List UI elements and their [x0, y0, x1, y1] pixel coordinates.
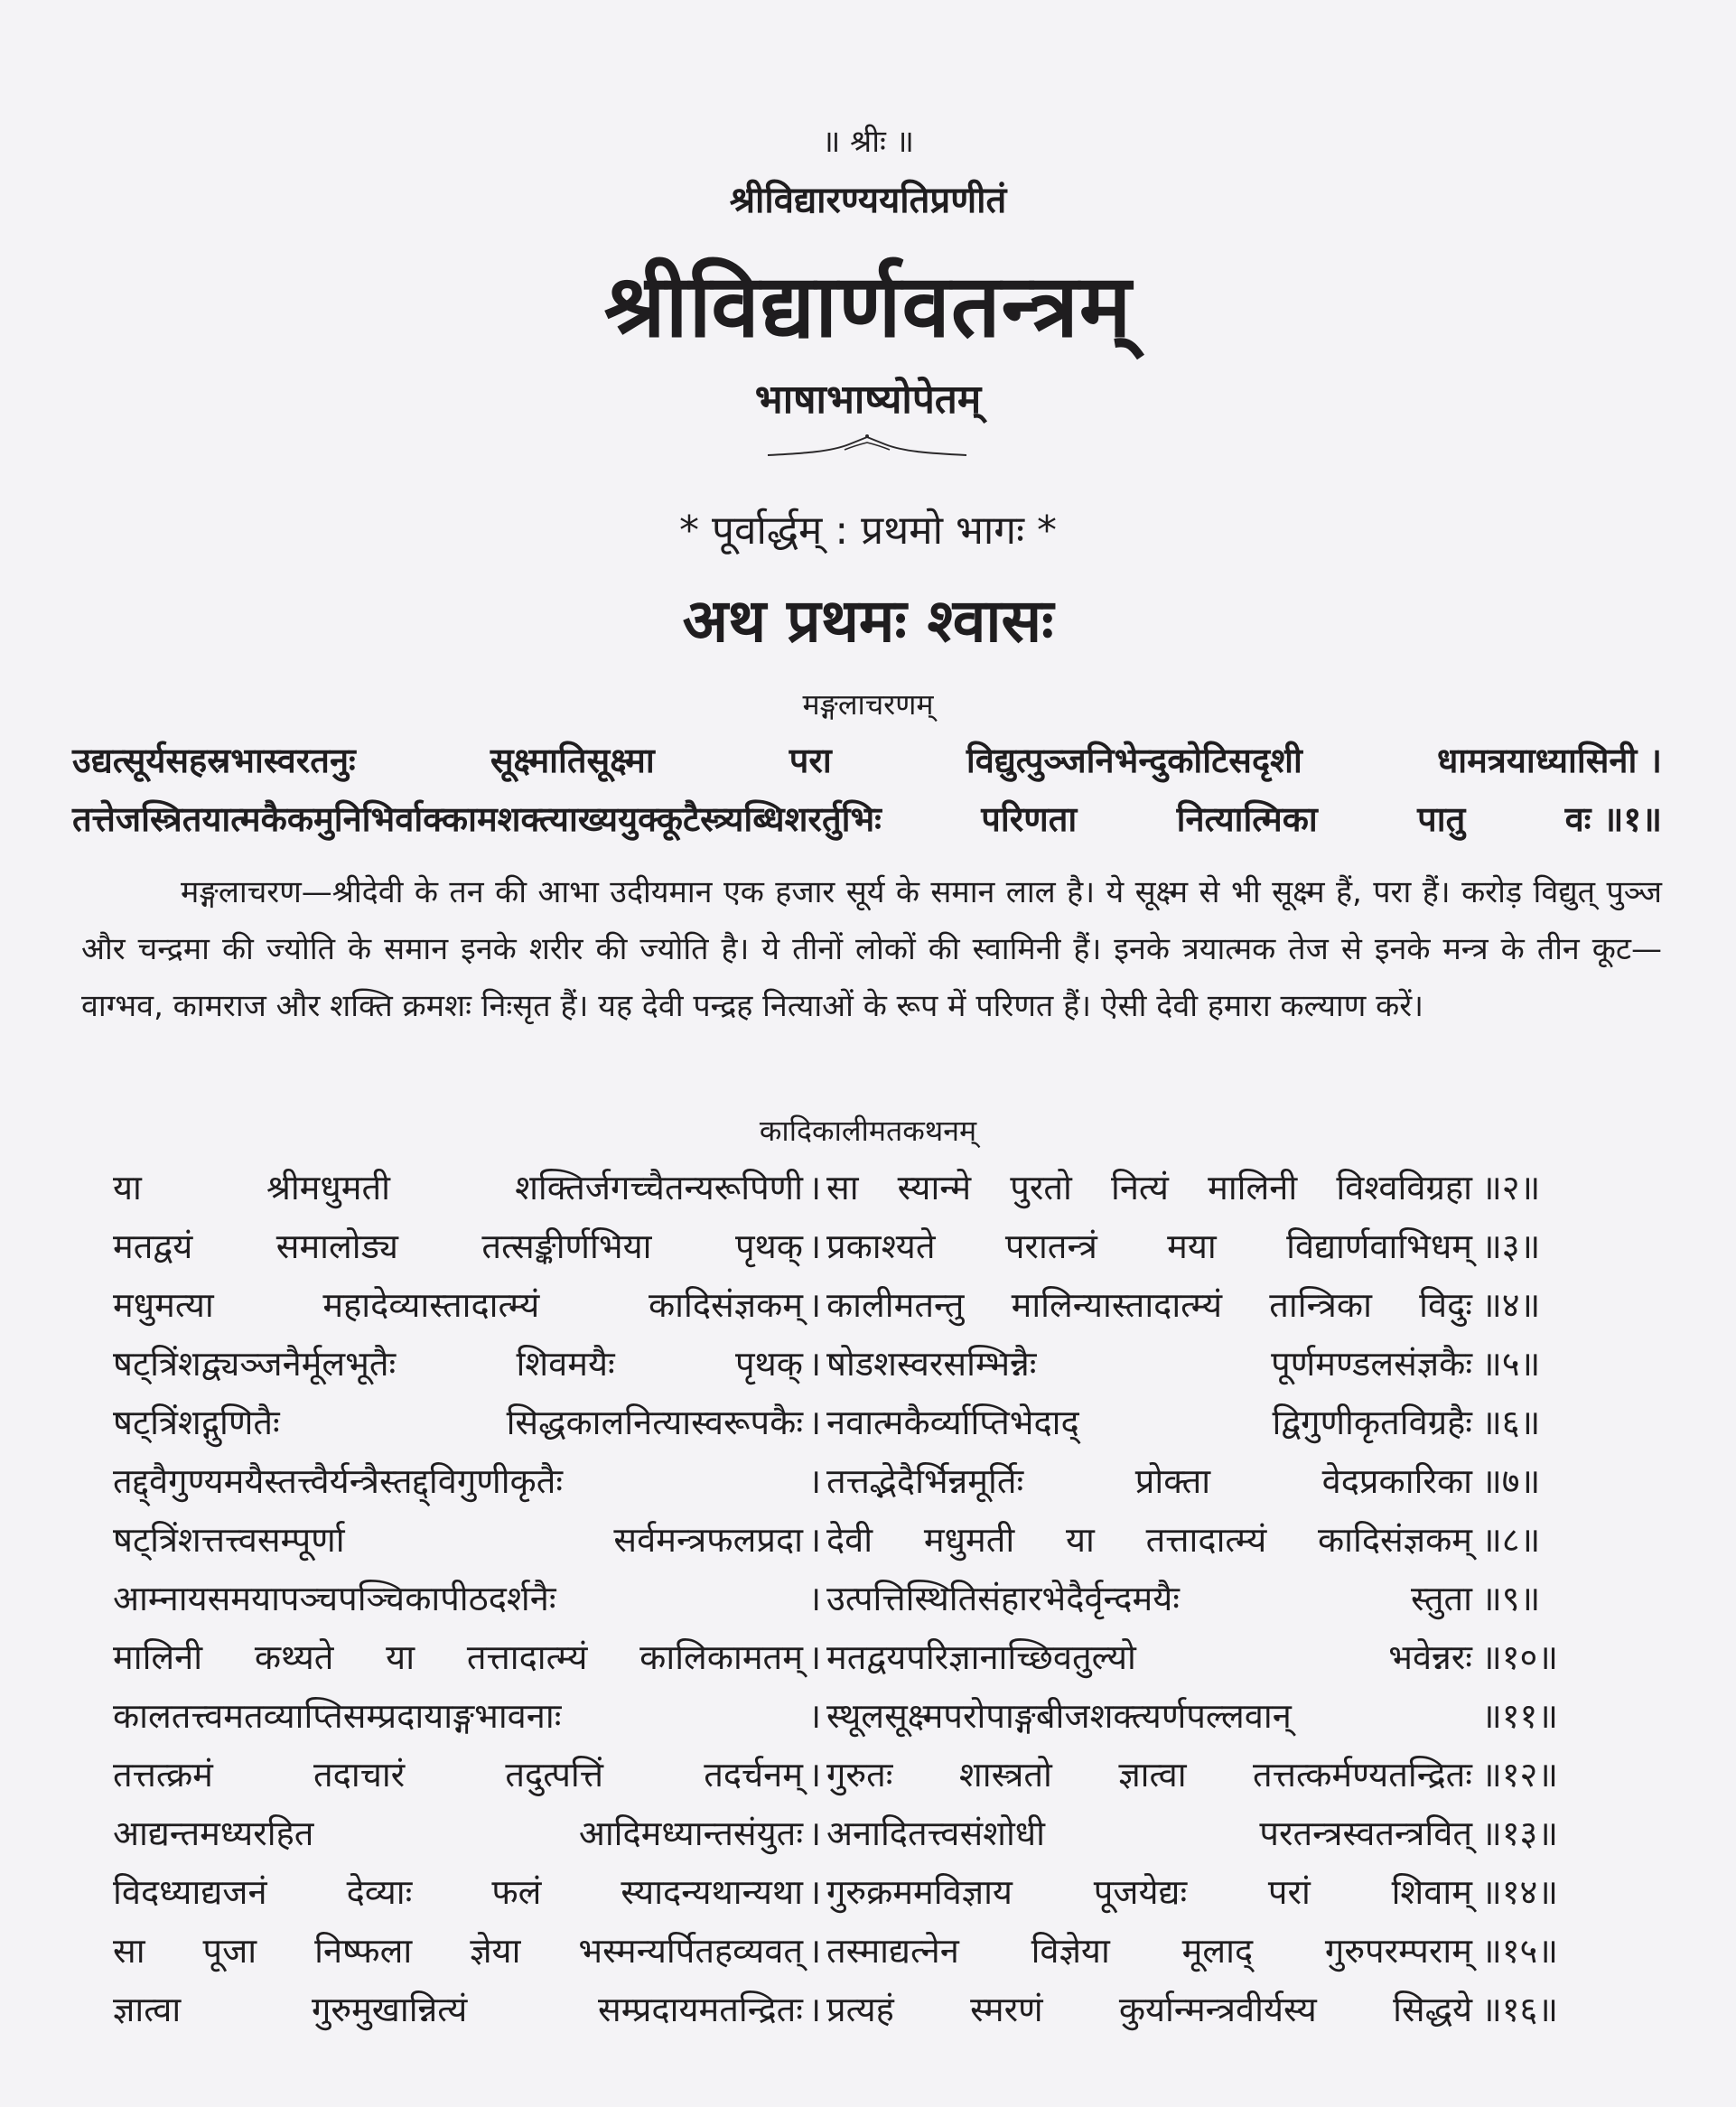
verse-word: तदर्चनम् [704, 1755, 803, 1795]
verse-word: कालिकामतम् [639, 1637, 803, 1677]
verse-first-half [113, 1515, 803, 1562]
verse-row [113, 1750, 1581, 1809]
verse-word: या [113, 1168, 142, 1207]
verse-word: तान्त्रिका [1269, 1285, 1372, 1325]
verse-number: ॥१४॥ [1481, 1872, 1559, 1912]
verse-row [113, 1222, 1581, 1281]
verse-first-half [113, 1281, 803, 1328]
verse-second-half [826, 1985, 1472, 2032]
verse-row [113, 1692, 1581, 1750]
verse-word: उत्पत्तिस्थितिसंहारभेदैर्वृन्दमयैः [826, 1579, 1180, 1618]
verse-word: फलं [491, 1872, 542, 1912]
verse-second-half [826, 1222, 1472, 1269]
verse-word: देवी [826, 1520, 873, 1560]
verse-number: ॥१३॥ [1481, 1813, 1559, 1853]
verse-word: तस्माद्यत्नेन [826, 1931, 959, 1971]
verse-word: मधुमती [923, 1520, 1015, 1560]
verse-word: मधुमत्या [113, 1285, 214, 1325]
verse-word: मूलाद् [1181, 1931, 1254, 1971]
verse-number: ॥३॥ [1481, 1226, 1541, 1266]
verse-word: सर्वमन्त्रफलप्रदा [613, 1520, 803, 1560]
verse-word: समालोड्य [275, 1226, 398, 1266]
verse-word: तद्द्वैगुण्यमयैस्तत्त्वैर्यन्त्रैस्तद्द्विगुणीकृतैः [113, 1461, 564, 1501]
verse-second-half [826, 1457, 1472, 1504]
verse-second-half [826, 1163, 1472, 1210]
verse-word: स्यादन्यथान्यथा [621, 1872, 803, 1912]
verse-first-half [113, 1809, 803, 1856]
verse-first-half [113, 1163, 803, 1210]
verse-word: मतद्वयं [113, 1226, 193, 1266]
verse-word: प्रोक्ता [1134, 1461, 1211, 1501]
verse-second-half [826, 1339, 1472, 1386]
chapter-heading: अथ प्रथमः श्वासः [682, 586, 1054, 656]
verse-first-half [113, 1457, 803, 1504]
verse-line [72, 795, 1662, 842]
verse-second-half [826, 1574, 1472, 1621]
verse-first-half [113, 1692, 803, 1739]
verse-word: नित्यात्मिका [1176, 799, 1318, 839]
verse-word: विद्यार्णवाभिधम् [1286, 1226, 1472, 1266]
verse-number: ॥१२॥ [1481, 1755, 1559, 1795]
verse-first-half [113, 1633, 803, 1680]
verse-number: ॥१५॥ [1481, 1931, 1559, 1971]
verse-word: परा [789, 741, 832, 780]
verse-word: या [1065, 1520, 1095, 1560]
verse-list [113, 1163, 1581, 2044]
verse-row [113, 1339, 1581, 1398]
verse-number: ॥५॥ [1481, 1344, 1541, 1384]
verse-word: तत्तत्कर्मण्यतन्द्रितः [1253, 1755, 1472, 1795]
verse-word: तत्तादात्म्यं [1145, 1520, 1267, 1560]
verse-word: निष्फला [314, 1931, 413, 1971]
verse-word: वः ॥१॥ [1564, 799, 1662, 839]
verse-word: कुर्यान्मन्त्रवीर्यस्य [1118, 1990, 1317, 2029]
verse-number: ॥६॥ [1481, 1403, 1541, 1442]
verse-first-half [113, 1868, 803, 1915]
verse-word: स्यान्मे [897, 1168, 972, 1207]
verse-word: विदुः [1419, 1285, 1472, 1325]
danda-separator: । [807, 1168, 822, 1207]
verse-second-half [826, 1926, 1472, 1973]
verse-second-half [826, 1868, 1472, 1915]
verse-word: सम्प्रदायमतन्द्रितः [598, 1990, 803, 2029]
verse-word: सा [113, 1931, 145, 1971]
verse-word: विद्युत्पुञ्जनिभेन्दुकोटिसदृशी [966, 741, 1302, 780]
danda-separator: । [807, 1520, 822, 1560]
verse-row [113, 1985, 1581, 2044]
verse-number: ॥२॥ [1481, 1168, 1541, 1207]
verse-word: कालीमतन्तु [826, 1285, 965, 1325]
subtitle: भाषाभाष्योपेतम् [754, 377, 982, 423]
verse-word: मालिनी [1208, 1168, 1298, 1207]
verse-word: तत्तेजस्त्रितयात्मकैकमुनिभिर्वाक्कामशक्त्याख्ययुक्कूटैस्त्र्यब्धिशरर्तुभिः [72, 799, 882, 839]
danda-separator: । [807, 1461, 822, 1501]
verse-word: सूक्ष्मातिसूक्ष्मा [490, 741, 655, 780]
verse-word: पृथक् [734, 1226, 803, 1266]
verse-word: परिणता [981, 799, 1078, 839]
verse-word: पुरतो [1010, 1168, 1072, 1207]
verse-word: धामत्रयाध्यासिनी । [1436, 741, 1662, 780]
verse-word: आद्यन्तमध्यरहित [113, 1813, 314, 1853]
verse-first-half [113, 1985, 803, 2032]
verse-row [113, 1457, 1581, 1515]
verse-word: आदिमध्यान्तसंयुतः [578, 1813, 803, 1853]
verse-word: परातन्त्रं [1004, 1226, 1097, 1266]
verse-word: नित्यं [1110, 1168, 1169, 1207]
danda-separator: । [807, 1990, 822, 2029]
verse-number: ॥११॥ [1481, 1696, 1559, 1736]
verse-first-half [113, 1574, 803, 1621]
verse-word: आम्नायसमयापञ्चपञ्चिकापीठदर्शनैः [113, 1579, 556, 1618]
commentary-paragraph: मङ्गलाचरण—श्रीदेवी के तन की आभा उदीयमान एक हजार सूर्य के समान लाल है। ये सूक्ष्म से भी सूक्ष्म हैं, परा हैं। करोड़ विद्युत् पुञ्ज और चन्द्रमा की ज्योति के समान इनके शरीर की ज्योति है। ये तीनों लोकों की स्वामिनी हैं। इनके त्रयात्मक तेज से इनके मन्त्र के तीन कूट—वाग्भव, कामराज और शक्ति क्रमशः निःसृत हैं। यह देवी पन्द्रह नित्याओं के रूप में परिणत हैं। ऐसी देवी हमारा कल्याण करें। [81, 874, 1662, 1024]
verse-word: द्विगुणीकृतविग्रहैः [1272, 1403, 1472, 1442]
verse-word: या [386, 1637, 415, 1677]
verse-word: शक्तिर्जगच्चैतन्यरूपिणी [515, 1168, 803, 1207]
section-heading: मङ्गलाचरणम् [802, 687, 934, 722]
verse-word: गुरुपरम्पराम् [1324, 1931, 1472, 1971]
verse-word: स्तुता [1411, 1579, 1472, 1618]
verse-row [113, 1574, 1581, 1633]
danda-separator: । [807, 1226, 822, 1266]
verse-word: विश्वविग्रहा [1336, 1168, 1472, 1207]
verse-row [113, 1926, 1581, 1985]
danda-separator: । [807, 1872, 822, 1912]
invocation: ॥ श्रीः ॥ [821, 124, 915, 160]
danda-separator: । [807, 1755, 822, 1795]
verse-number: ॥७॥ [1481, 1461, 1541, 1501]
verse-word: गुरुक्रममविज्ञाय [826, 1872, 1013, 1912]
verse-word: प्रकाश्यते [826, 1226, 936, 1266]
verse-row [113, 1163, 1581, 1222]
verse-word: कालतत्त्वमतव्याप्तिसम्प्रदायाङ्गभावनाः [113, 1696, 562, 1736]
verse-word: तदाचारं [313, 1755, 406, 1795]
verse-word: मालिनी [113, 1637, 203, 1677]
verse-word: स्मरणं [970, 1990, 1043, 2029]
verse-word: शास्त्रतो [958, 1755, 1052, 1795]
verse-first-half [113, 1222, 803, 1269]
verse-second-half [826, 1750, 1472, 1797]
danda-separator: । [807, 1637, 822, 1677]
verse-word: सिद्धये [1393, 1990, 1472, 2029]
verse-first-half [113, 1750, 803, 1797]
verse-word: भस्मन्यर्पितहव्यवत् [578, 1931, 803, 1971]
verse-word: पूजा [202, 1931, 257, 1971]
verse-word: ज्ञात्वा [1118, 1755, 1187, 1795]
verse-number: ॥९॥ [1481, 1579, 1541, 1618]
verse-word: गुरुतः [826, 1755, 893, 1795]
danda-separator: । [807, 1931, 822, 1971]
verse-word: पूजयेद्यः [1093, 1872, 1188, 1912]
verse-word: परतन्त्रस्वतन्त्रवित् [1259, 1813, 1472, 1853]
verse-word: तदुत्पत्तिं [505, 1755, 604, 1795]
verse-row [113, 1868, 1581, 1926]
verse-row [113, 1281, 1581, 1339]
verse-word: उद्यत्सूर्यसहस्रभास्वरतनुः [72, 741, 356, 780]
verse-word: प्रत्यहं [826, 1990, 894, 2029]
verse-word: षट्त्रिंशत्तत्त्वसम्पूर्णा [113, 1520, 345, 1560]
verse-word: नवात्मकैर्व्याप्तिभेदाद् [826, 1403, 1079, 1442]
verse-word: विदध्याद्यजनं [113, 1872, 267, 1912]
danda-separator: । [807, 1813, 822, 1853]
verse-first-half [113, 1339, 803, 1386]
verse-first-half [113, 1398, 803, 1445]
verse-row [113, 1398, 1581, 1457]
verse-row [113, 1633, 1581, 1692]
verse-word: ज्ञेया [470, 1931, 521, 1971]
decorative-flourish-icon [759, 432, 975, 468]
verse-second-half [826, 1515, 1472, 1562]
danda-separator: । [807, 1344, 822, 1384]
verse-word: महादेव्यास्तादात्म्यं [322, 1285, 540, 1325]
verse-word: गुरुमुखान्नित्यं [311, 1990, 468, 2029]
verse-first-half [113, 1926, 803, 1973]
verse-word: कादिसंज्ञकम् [1317, 1520, 1472, 1560]
page-title: श्रीविद्यार्णवतन्त्रम् [603, 256, 1133, 357]
danda-separator: । [807, 1403, 822, 1442]
verse-word: वेदप्रकारिका [1321, 1461, 1472, 1501]
verse-word: मया [1167, 1226, 1217, 1266]
verse-word: पूर्णमण्डलसंज्ञकैः [1271, 1344, 1472, 1384]
verse-word: तत्तादात्म्यं [466, 1637, 588, 1677]
verse-word: ज्ञात्वा [113, 1990, 182, 2029]
verse-row [113, 1809, 1581, 1868]
verse-word: विज्ञेया [1031, 1931, 1110, 1971]
verse-row [113, 1515, 1581, 1574]
verse-word: षोडशस्वरसम्भिन्नैः [826, 1344, 1037, 1384]
verse-word: कादिसंज्ञकम् [648, 1285, 803, 1325]
verse-word: श्रीमधुमती [266, 1168, 391, 1207]
verse-number: ॥१६॥ [1481, 1990, 1559, 2029]
verse-word: कथ्यते [254, 1637, 334, 1677]
verse-word: सा [826, 1168, 859, 1207]
danda-separator: । [807, 1579, 822, 1618]
verse-word: पातु [1417, 799, 1466, 839]
verse-word: षट्त्रिंशद्व्यञ्जनैर्मूलभूतैः [113, 1344, 397, 1384]
danda-separator: । [807, 1285, 822, 1325]
verse-second-half [826, 1809, 1472, 1856]
verse-word: अनादितत्त्वसंशोधी [826, 1813, 1046, 1853]
verse-word: तत्तत्क्रमं [113, 1755, 213, 1795]
verse-number: ॥१०॥ [1481, 1637, 1559, 1677]
section-heading: कादिकालीमतकथनम् [759, 1114, 977, 1148]
verse-word: तत्सङ्कीर्णभिया [481, 1226, 652, 1266]
verse-word: स्थूलसूक्ष्मपरोपाङ्गबीजशक्त्यर्णपल्लवान् [826, 1696, 1292, 1736]
verse-word: मतद्वयपरिज्ञानाच्छिवतुल्यो [826, 1637, 1136, 1677]
verse-word: भवेन्नरः [1388, 1637, 1472, 1677]
author-line: श्रीविद्यारण्ययतिप्रणीतं [729, 180, 1007, 221]
verse-word: शिवाम् [1391, 1872, 1472, 1912]
verse-word: पृथक् [734, 1344, 803, 1384]
verse-second-half [826, 1398, 1472, 1445]
verse-second-half [826, 1281, 1472, 1328]
verse-number: ॥८॥ [1481, 1520, 1541, 1560]
verse-word: सिद्धकालनित्यास्वरूपकैः [506, 1403, 803, 1442]
verse-word: षट्त्रिंशद्गुणितैः [113, 1403, 280, 1442]
verse-word: शिवमयैः [516, 1344, 615, 1384]
verse-number: ॥४॥ [1481, 1285, 1541, 1325]
verse-word: परां [1267, 1872, 1311, 1912]
verse-word: मालिन्यास्तादात्म्यं [1011, 1285, 1223, 1325]
danda-separator: । [807, 1696, 822, 1736]
verse-second-half [826, 1692, 1472, 1739]
verse-word: देव्याः [346, 1872, 413, 1912]
verse-second-half [826, 1633, 1472, 1680]
verse-line [72, 736, 1662, 783]
part-heading: * पूर्वार्द्धम् : प्रथमो भागः * [679, 508, 1057, 554]
verse-word: तत्तद्भेदैर्भिन्नमूर्तिः [826, 1461, 1024, 1501]
